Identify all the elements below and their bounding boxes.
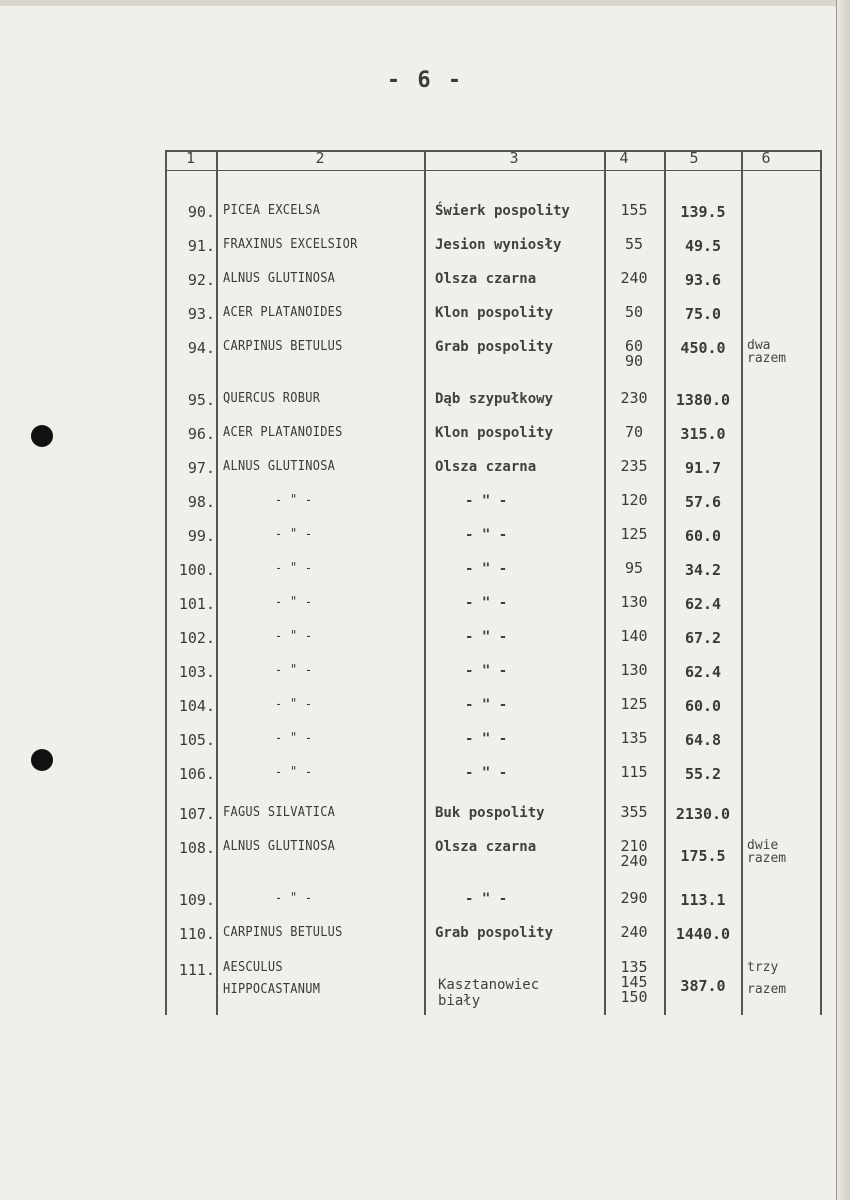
row-number: 104.	[178, 697, 215, 715]
polish-name: - " -	[465, 731, 508, 747]
polish-name: - " -	[465, 561, 508, 577]
row-number: 91.	[187, 237, 215, 255]
latin-name: ACER PLATANOIDES	[223, 425, 343, 440]
polish-name: - " -	[465, 527, 508, 543]
polish-name: Świerk pospolity	[435, 203, 570, 219]
value-col5: 64.8	[684, 731, 722, 749]
value-col5: 91.7	[684, 459, 722, 477]
latin-name: - " -	[275, 595, 313, 610]
value-col5: 67.2	[684, 629, 722, 647]
value-col4: 115	[620, 763, 648, 781]
polish-name: Grab pospolity	[435, 925, 554, 941]
value-col5: 175.5	[680, 847, 726, 865]
latin-name: - " -	[275, 629, 313, 644]
latin-name: CARPINUS BETULUS	[223, 925, 343, 940]
value-col4: 125	[620, 695, 648, 713]
column-rule	[424, 150, 426, 1015]
value-col5: 450.0	[680, 339, 726, 357]
row-number: 111.	[178, 961, 215, 979]
value-col5: 93.6	[684, 271, 722, 289]
latin-name: - " -	[275, 765, 313, 780]
polish-name: - " -	[465, 629, 508, 645]
value-col5: 60.0	[684, 697, 722, 715]
latin-name: - " -	[275, 561, 313, 576]
latin-name: ALNUS GLUTINOSA	[223, 459, 336, 474]
remark: dwa razem	[747, 338, 787, 366]
column-header-6: 6	[761, 149, 771, 167]
header-rule	[165, 170, 820, 171]
row-number: 105.	[178, 731, 215, 749]
value-col5: 55.2	[684, 765, 722, 783]
column-header-4: 4	[619, 149, 629, 167]
column-header-3: 3	[509, 149, 519, 167]
row-number: 92.	[187, 271, 215, 289]
latin-name: ALNUS GLUTINOSA	[223, 271, 336, 286]
polish-name: Buk pospolity	[435, 805, 545, 821]
value-col5: 315.0	[680, 425, 726, 443]
column-header-1: 1	[185, 149, 196, 167]
column-header-5: 5	[689, 149, 699, 167]
value-col4: 210 240	[620, 837, 648, 870]
row-number: 106.	[178, 765, 215, 783]
value-col4: 130	[620, 661, 648, 679]
latin-name: QUERCUS ROBUR	[223, 391, 321, 406]
value-col4: 290	[620, 889, 648, 907]
row-number: 97.	[187, 459, 215, 477]
polish-name: - " -	[465, 663, 508, 679]
row-number: 102.	[178, 629, 215, 647]
page-number: - 6 -	[386, 68, 464, 93]
value-col4: 125	[620, 525, 648, 543]
value-col4: 240	[620, 923, 648, 941]
row-number: 110.	[178, 925, 215, 943]
latin-name: CARPINUS BETULUS	[223, 339, 343, 354]
value-col4: 355	[620, 803, 648, 821]
polish-name: - " -	[465, 765, 508, 781]
value-col5: 2130.0	[675, 805, 731, 823]
value-col5: 113.1	[680, 891, 726, 909]
value-col5: 387.0	[680, 977, 726, 995]
column-rule	[216, 150, 218, 1015]
value-col5: 1380.0	[675, 391, 731, 409]
polish-name: Dąb szypułkowy	[435, 391, 554, 407]
row-number: 94.	[187, 339, 215, 357]
value-col4: 140	[620, 627, 648, 645]
latin-name: FRAXINUS EXCELSIOR	[223, 237, 358, 252]
polish-name: Klon pospolity	[435, 305, 554, 321]
polish-name: Jesion wyniosły	[435, 237, 562, 253]
value-col4: 240	[620, 269, 648, 287]
punch-hole	[31, 425, 53, 447]
row-number: 90.	[187, 203, 215, 221]
value-col5: 57.6	[684, 493, 722, 511]
value-col4: 155	[620, 201, 648, 219]
row-number: 107.	[178, 805, 215, 823]
polish-name: Olsza czarna	[435, 839, 537, 855]
value-col5: 34.2	[684, 561, 722, 579]
column-rule	[741, 150, 743, 1015]
value-col5: 49.5	[684, 237, 722, 255]
row-number: 99.	[187, 527, 215, 545]
value-col4: 135 145 150	[620, 958, 648, 1006]
polish-name: Olsza czarna	[435, 459, 537, 475]
polish-name: - " -	[465, 697, 508, 713]
value-col5: 62.4	[684, 663, 722, 681]
value-col4: 70	[624, 423, 644, 441]
polish-name: Olsza czarna	[435, 271, 537, 287]
latin-name: ACER PLATANOIDES	[223, 305, 343, 320]
value-col4: 235	[620, 457, 648, 475]
latin-name: ALNUS GLUTINOSA	[223, 839, 336, 854]
value-col4: 120	[620, 491, 648, 509]
latin-name: - " -	[275, 493, 313, 508]
paper-fold-line	[836, 0, 837, 1200]
value-col5: 1440.0	[675, 925, 731, 943]
row-number: 101.	[178, 595, 215, 613]
punch-hole	[31, 749, 53, 771]
value-col4: 95	[624, 559, 644, 577]
row-number: 96.	[187, 425, 215, 443]
latin-name: - " -	[275, 891, 313, 906]
value-col4: 130	[620, 593, 648, 611]
row-number: 93.	[187, 305, 215, 323]
remark: dwie razem	[747, 838, 787, 866]
latin-name: FAGUS SILVATICA	[223, 805, 336, 820]
row-number: 95.	[187, 391, 215, 409]
latin-name: AESCULUS HIPPOCASTANUM	[223, 960, 321, 997]
latin-name: PICEA EXCELSA	[223, 203, 321, 218]
row-number: 100.	[178, 561, 215, 579]
latin-name: - " -	[275, 527, 313, 542]
row-number: 103.	[178, 663, 215, 681]
column-rule	[820, 150, 822, 1015]
polish-name: - " -	[465, 493, 508, 509]
row-number: 109.	[178, 891, 215, 909]
row-number: 98.	[187, 493, 215, 511]
polish-name: Kasztanowiec biały	[438, 977, 540, 1009]
row-number: 108.	[178, 839, 215, 857]
value-col4: 55	[624, 235, 644, 253]
value-col4: 230	[620, 389, 648, 407]
paper-right-edge	[836, 0, 850, 1200]
latin-name: - " -	[275, 663, 313, 678]
value-col5: 139.5	[680, 203, 726, 221]
column-header-2: 2	[315, 149, 325, 167]
remark: trzy razem	[747, 960, 787, 997]
paper-top-edge	[0, 0, 850, 6]
latin-name: - " -	[275, 697, 313, 712]
polish-name: Grab pospolity	[435, 339, 554, 355]
polish-name: Klon pospolity	[435, 425, 554, 441]
value-col5: 75.0	[684, 305, 722, 323]
value-col4: 50	[624, 303, 644, 321]
value-col5: 62.4	[684, 595, 722, 613]
value-col5: 60.0	[684, 527, 722, 545]
latin-name: - " -	[275, 731, 313, 746]
value-col4: 135	[620, 729, 648, 747]
polish-name: - " -	[465, 595, 508, 611]
value-col4: 60 90	[624, 337, 644, 370]
polish-name: - " -	[465, 891, 508, 907]
tree-inventory-table	[165, 150, 820, 1015]
